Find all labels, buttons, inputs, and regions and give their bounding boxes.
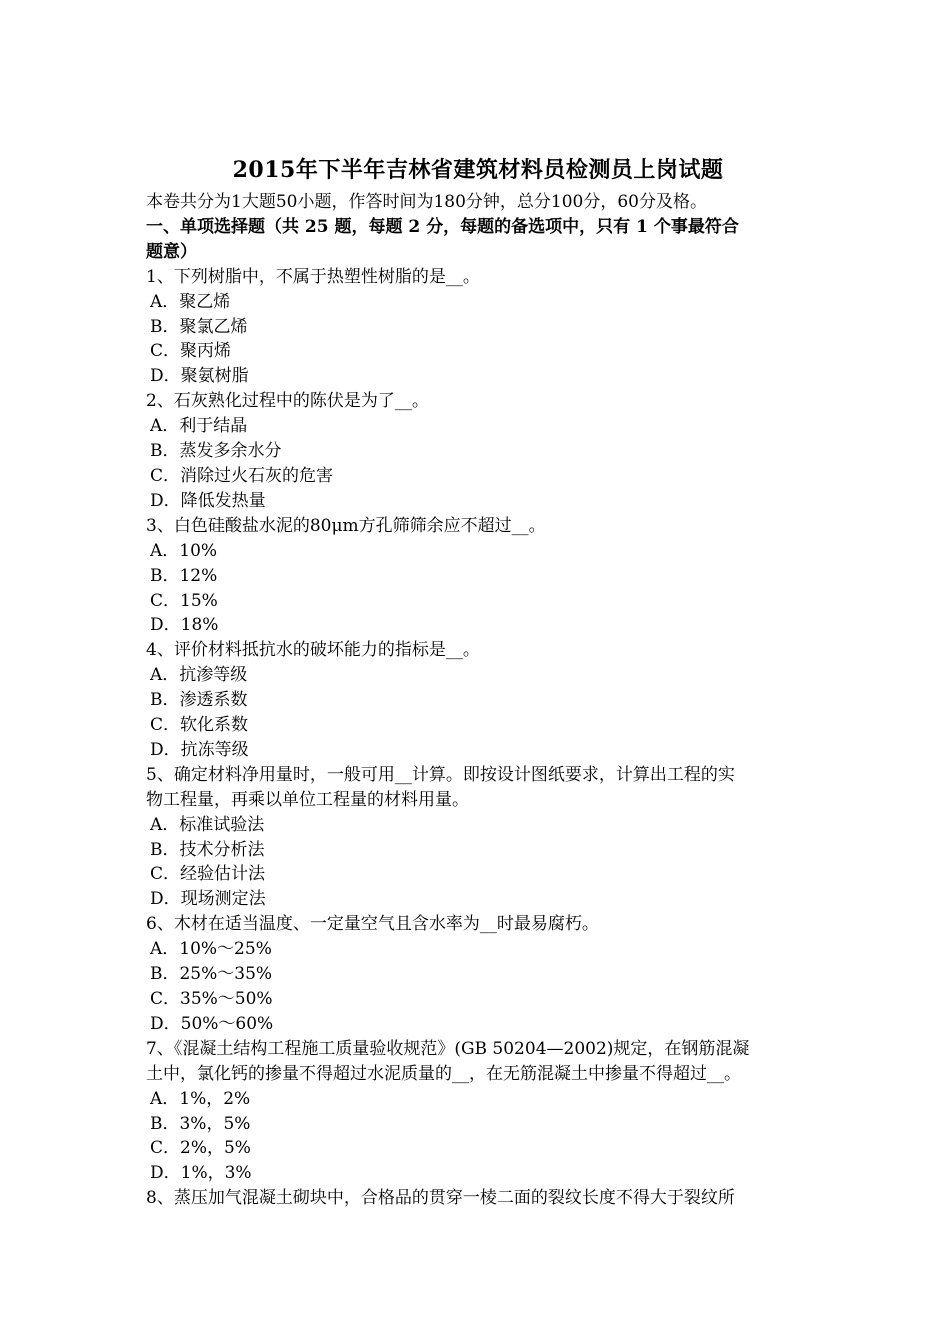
question-item (146, 1037, 810, 1186)
answer-option: D．18% (150, 615, 219, 636)
question-text: 7、《混凝土结构工程施工质量验收规范》(GB 50204—2002)规定，在钢筋混凝 (146, 1038, 750, 1059)
question-text: 土中，氯化钙的掺量不得超过水泥质量的__，在无筋混凝土中掺量不得超过__。 (146, 1063, 741, 1084)
answer-option: A．抗渗等级 (150, 665, 248, 686)
answer-option: D．抗冻等级 (150, 739, 249, 760)
answer-option: B．技术分析法 (150, 839, 265, 860)
question-item (146, 763, 810, 912)
question-text: 3、白色硅酸盐水泥的80μm方孔筛筛余应不超过__。 (146, 515, 546, 536)
answer-option: C．软化系数 (150, 715, 249, 736)
question-item (146, 389, 810, 514)
answer-option: D．聚氨树脂 (150, 366, 249, 387)
question-item (146, 514, 810, 639)
question-text: 6、木材在适当温度、一定量空气且含水率为__时最易腐朽。 (146, 914, 599, 935)
answer-option: B．聚氯乙烯 (150, 316, 248, 337)
answer-option: A．10%～25% (150, 939, 272, 960)
answer-option: A．标准试验法 (150, 814, 265, 835)
answer-option: C．聚丙烯 (150, 341, 232, 362)
question-item (146, 265, 810, 390)
question-item (146, 638, 810, 763)
question-item (146, 1186, 810, 1211)
question-text: 物工程量，再乘以单位工程量的材料用量。 (146, 789, 469, 810)
answer-option: B．12% (150, 565, 218, 586)
answer-option: B．蒸发多余水分 (150, 441, 282, 462)
question-list (146, 265, 810, 1211)
answer-option: A．利于结晶 (150, 416, 248, 437)
answer-option: C．35%～50% (150, 989, 273, 1009)
document-title: 2015年下半年吉林省建筑材料员检测员上岗试题 (232, 157, 724, 183)
answer-option: C．消除过火石灰的危害 (150, 465, 334, 486)
question-text: 5、确定材料净用量时，一般可用__计算。即按设计图纸要求，计算出工程的实 (146, 764, 735, 785)
answer-option: B．25%～35% (150, 964, 273, 985)
section-heading (146, 215, 810, 265)
answer-option: D．1%，3% (150, 1163, 252, 1184)
answer-option: C．2%，5% (150, 1138, 251, 1159)
answer-option: A．10% (150, 540, 218, 561)
answer-option: A．聚乙烯 (150, 291, 231, 312)
question-text: 4、评价材料抵抗水的破坏能力的指标是__。 (146, 640, 480, 661)
question-text: 1、下列树脂中，不属于热塑性树脂的是__。 (146, 266, 480, 287)
answer-option: B．渗透系数 (150, 690, 248, 711)
answer-option: D．降低发热量 (150, 490, 266, 511)
question-text: 8、蒸压加气混凝土砌块中，合格品的贯穿一棱二面的裂纹长度不得大于裂纹所 (146, 1188, 735, 1209)
answer-option: C．15% (150, 590, 218, 611)
question-text: 2、石灰熟化过程中的陈伏是为了__。 (146, 391, 429, 412)
exam-intro: 本卷共分为1大题50小题，作答时间为180分钟，总分100分，60分及格。 (146, 192, 707, 212)
answer-option: D．50%～60% (150, 1013, 274, 1034)
answer-option: C．经验估计法 (150, 864, 266, 885)
section-heading-line: 题意） (146, 241, 197, 262)
document-page (146, 150, 810, 1211)
section-heading-line: 一、单项选择题（共 25 题，每题 2 分，每题的备选项中，只有 1 个事最符合 (146, 216, 739, 237)
question-item (146, 912, 810, 1037)
answer-option: D．现场测定法 (150, 889, 266, 910)
answer-option: B．3%，5% (150, 1113, 251, 1134)
answer-option: A．1%，2% (150, 1088, 251, 1109)
